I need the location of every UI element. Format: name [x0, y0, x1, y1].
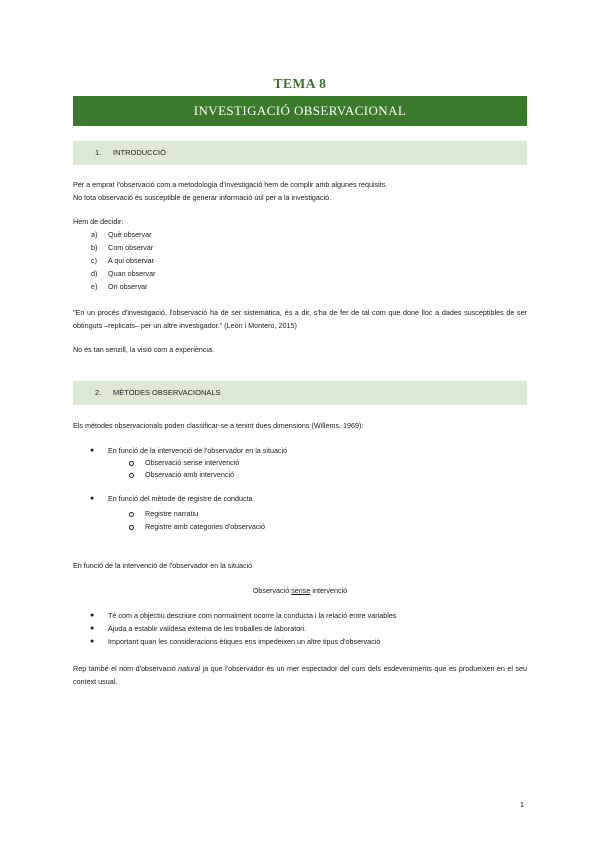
list-item-mark: c): [91, 256, 97, 265]
circle-bullet-icon: [129, 473, 134, 478]
list-item: On observar: [108, 282, 148, 291]
observation-title-a: Observació: [252, 586, 292, 595]
observation-point: Ajuda a establir validesa externa de les troballes de laboratori.: [108, 624, 307, 633]
bullet-icon: ●: [90, 612, 95, 619]
circle-bullet-icon: [129, 512, 134, 517]
final-c: ja que l'observador és un mer espectador del curs dels esdeveniments que es produeixen en el seu context usual.: [73, 664, 527, 686]
dimension-2: En funció del mètode de registre de conducta: [108, 494, 253, 503]
bullet-icon: ●: [90, 625, 95, 632]
dimension-1-sub: Observació sense intervenció: [145, 458, 240, 467]
circle-bullet-icon: [129, 461, 134, 466]
observation-point: Important quan les consideracions ètiques ens impedeixen un altre tipus d'observació: [108, 637, 381, 646]
final-italic: natural: [178, 664, 201, 673]
section-2-header: [73, 381, 527, 405]
methods-intro: Els mètodes observacionals poden classificar-se a tenint dues dimensions (Willems, 1969):: [73, 421, 364, 430]
bullet-icon: ●: [90, 638, 95, 645]
observation-title-c: intervenció: [310, 586, 348, 595]
observation-title-underlined: sense: [291, 586, 311, 595]
subsection-heading: En funció de la intervenció de l'observador en la situació: [73, 561, 253, 570]
dimension-1-sub: Observació amb intervenció: [145, 470, 235, 479]
section-1-title: INTRODUCCIÓ: [113, 148, 166, 157]
chapter-title-banner: INVESTIGACIÓ OBSERVACIONAL: [73, 96, 527, 126]
observation-title: [0, 586, 600, 596]
dimension-2-sub: Registre narratiu: [145, 509, 199, 518]
list-item: Com observar: [108, 243, 154, 252]
chapter-label: TEMA 8: [273, 76, 327, 91]
intro-line-1: Per a emprar l'observació com a metodologia d'investigació hem de complir amb algunes requisits.: [73, 180, 388, 189]
list-item-mark: d): [91, 269, 98, 278]
list-item: A qui observar: [108, 256, 154, 265]
quote-paragraph: "En un procés d'investigació, l'observació ha de ser sistemàtica, és a dir, s'ha de fer de tal com que done lloc a dades susceptibles de ser obtinguts –replicats– per un altre investigador." (León i Montero, 2015): [73, 308, 527, 330]
list-item-mark: a): [91, 230, 98, 239]
section-1-number: 1.: [95, 148, 102, 157]
section-2-number: 2.: [95, 388, 102, 397]
dimension-2-sub: Registre amb categories d'observació: [145, 522, 266, 531]
bullet-icon: ●: [90, 447, 95, 454]
intro-line-2: No tota observació és susceptible de generar informació útil per a la investigació.: [73, 193, 332, 202]
list-item: Què observar: [108, 230, 152, 239]
circle-bullet-icon: [129, 525, 134, 530]
list-item-mark: b): [91, 243, 98, 252]
decide-label: Hem de decidir:: [73, 217, 124, 226]
final-paragraph: [73, 662, 527, 688]
final-a: Rep també el nom d'observació: [73, 664, 179, 673]
observation-point: Té com a objectiu descriure com normalment ocorre la conducta i la relació entre variables: [108, 611, 397, 620]
section-1-header: [73, 141, 527, 165]
dimension-1: En funció de la intervenció de l'observador en la situació: [108, 446, 288, 455]
list-item: Quan observar: [108, 269, 156, 278]
list-item-mark: e): [91, 282, 98, 291]
page-number: 1: [520, 800, 524, 809]
section-2-title: MÈTODES OBSERVACIONALS: [113, 388, 221, 397]
closing-line: No és tan senzill, la visió com a experiència.: [73, 345, 215, 354]
bullet-icon: ●: [90, 495, 95, 502]
